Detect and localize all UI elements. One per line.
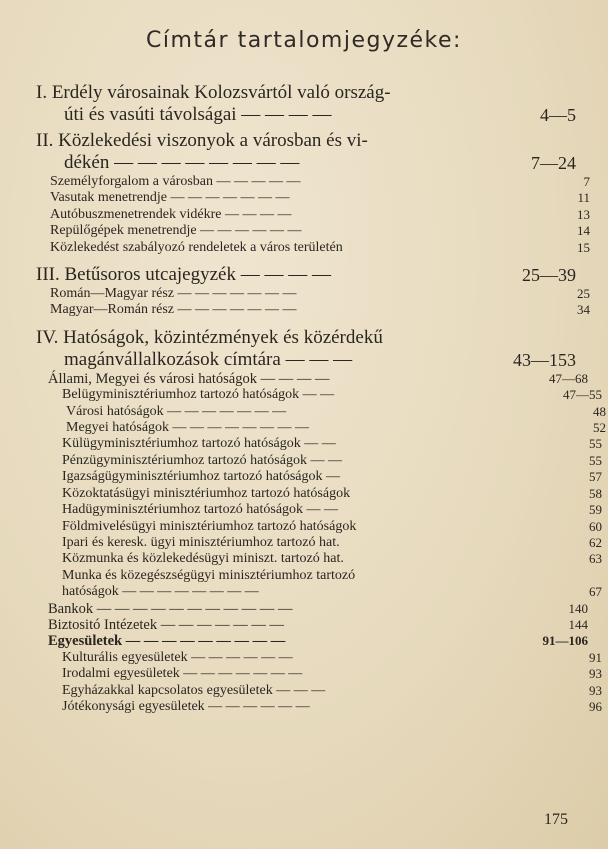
- toc-entry: [36, 601, 588, 617]
- section-2-items: [36, 174, 590, 256]
- table-of-contents: [36, 78, 606, 715]
- entry-title: Autóbuszmenetrendek vidékre — — — —: [50, 206, 292, 222]
- entry-page: 47—68: [549, 370, 588, 386]
- toc-entry: [36, 551, 602, 567]
- entry-title: Belügyminisztériumhoz tartozó hatóságok — —: [62, 387, 335, 403]
- toc-entry: [36, 519, 602, 535]
- entry-page: 91: [589, 649, 602, 665]
- entry-page: 57: [589, 469, 602, 485]
- toc-entry: [36, 650, 602, 666]
- entry-page: 93: [589, 682, 602, 698]
- entry-title: Román—Magyar rész — — — — — — —: [50, 286, 297, 302]
- toc-entry: [36, 502, 602, 518]
- entry-title: Irodalmi egyesületek — — — — — — —: [62, 666, 303, 682]
- entry-page: 11: [577, 190, 590, 206]
- entry-page: 7: [583, 174, 590, 189]
- entry-page: 55: [589, 452, 602, 468]
- page-title: Címtár tartalomjegyzéke:: [146, 28, 462, 53]
- section-title: IV. Hatóságok, közintézmények és közérdekű: [36, 326, 383, 348]
- entry-title: Megyei hatóságok — — — — — — — —: [66, 420, 310, 436]
- entry-title: Vasutak menetrendje — — — — — — —: [50, 190, 290, 206]
- toc-entry: [36, 240, 590, 256]
- toc-entry: [36, 486, 602, 502]
- entry-title: Bankok — — — — — — — — — — —: [48, 600, 293, 617]
- section-title: II. Közlekedési viszonyok a városban és vi-: [36, 130, 368, 151]
- entry-title-cont: hatóságok — — — — — — — —: [62, 584, 259, 600]
- entry-page: 63: [589, 551, 602, 567]
- toc-entry: [36, 286, 590, 302]
- entry-title: Pénzügyminisztériumhoz tartozó hatóságok — —: [62, 452, 342, 468]
- entry-page: 96: [589, 698, 602, 714]
- entry-title: Közoktatásügyi minisztériumhoz tartozó hatóságok: [62, 485, 351, 501]
- toc-entry: [36, 683, 602, 699]
- page-number: 175: [544, 811, 568, 828]
- toc-entry: [36, 617, 588, 633]
- entry-title: Külügyminisztériumhoz tartozó hatóságok — —: [62, 436, 336, 452]
- section-title: I. Erdély városainak Kolozsvártól való ország-: [36, 82, 391, 103]
- toc-entry: [36, 174, 590, 190]
- toc-entry: [36, 666, 602, 682]
- entry-title: Kulturális egyesületek — — — — — —: [62, 649, 293, 665]
- entry-title: Földmivelésügyi minisztériumhoz tartozó hatóságok: [62, 518, 357, 534]
- toc-entry: [36, 699, 602, 715]
- entry-title: Hadügyminisztériumhoz tartozó hatóságok — —: [62, 502, 339, 518]
- section-title-cont: dékén — — — — — — — —: [64, 152, 300, 173]
- entry-page: 52: [593, 420, 606, 436]
- toc-entry: [36, 420, 606, 436]
- entry-page: 48: [593, 403, 606, 419]
- entry-title: Magyar—Román rész — — — — — — —: [50, 302, 297, 318]
- entry-title: Munka és közegészségügyi minisztériumhoz tartozó: [62, 567, 356, 583]
- toc-section-4: [36, 327, 576, 371]
- toc-entry: [36, 436, 602, 452]
- entry-page: 91—106: [542, 633, 588, 649]
- entry-page: 14: [577, 223, 590, 239]
- toc-entry: [36, 633, 588, 649]
- entry-title: Repülőgépek menetrendje — — — — — —: [50, 223, 302, 239]
- section-title-cont: magánvállalkozások címtára — — —: [64, 348, 353, 370]
- toc-entry: [36, 568, 602, 601]
- toc-entry: [36, 535, 602, 551]
- toc-entry: [36, 302, 590, 318]
- section-page: 4—5: [540, 105, 576, 125]
- toc-entry: [36, 223, 590, 239]
- entry-page: 58: [589, 485, 602, 501]
- section-title: III. Betűsoros utcajegyzék — — — —: [36, 264, 331, 286]
- entry-page: 47—55: [563, 387, 602, 403]
- entry-page: 144: [568, 616, 588, 632]
- toc-entry: [36, 371, 588, 387]
- entry-page: 62: [589, 534, 602, 550]
- entry-page: 55: [589, 436, 602, 452]
- section-page: 25—39: [522, 265, 576, 286]
- toc-section-2: [36, 130, 576, 174]
- entry-page: 67: [589, 584, 602, 600]
- entry-title: Közmunka és közlekedésügyi miniszt. tartozó hat.: [62, 551, 344, 567]
- toc-entry: [36, 387, 602, 403]
- entry-page: 140: [568, 600, 588, 616]
- entry-page: 34: [577, 302, 590, 318]
- entry-title: Városi hatóságok — — — — — — —: [66, 403, 287, 419]
- entry-page: 25: [577, 286, 590, 302]
- section-page: 43—153: [513, 349, 576, 370]
- entry-title: Állami, Megyei és városi hatóságok — — — —: [48, 370, 330, 387]
- toc-section-3: [36, 264, 576, 286]
- toc-entry: [36, 207, 590, 223]
- toc-entry: [36, 404, 606, 420]
- toc-entry: [36, 190, 590, 206]
- entry-title: Személyforgalom a városban — — — — —: [50, 174, 301, 189]
- entry-title: Közlekedést szabályozó rendeletek a város területén: [50, 239, 343, 255]
- toc-entry: [36, 469, 602, 485]
- entry-page: 60: [589, 518, 602, 534]
- entry-title: Egyesületek — — — — — — — — —: [48, 633, 286, 650]
- entry-page: 15: [577, 239, 590, 255]
- entry-title: Egyházakkal kapcsolatos egyesületek — — —: [62, 682, 326, 698]
- entry-page: 93: [589, 666, 602, 682]
- entry-title: Biztositó Intézetek — — — — — — —: [48, 616, 284, 633]
- section-3-items: [36, 286, 590, 319]
- entry-title: Jótékonysági egyesületek — — — — — —: [62, 698, 310, 714]
- toc-entry: [36, 453, 602, 469]
- section-title-cont: úti és vasúti távolságai — — — —: [64, 104, 332, 125]
- entry-title: Igazságügyminisztériumhoz tartozó hatóságok —: [62, 469, 340, 485]
- toc-section-1: [36, 82, 576, 126]
- section-page: 7—24: [531, 153, 576, 173]
- entry-page: 59: [589, 502, 602, 518]
- entry-page: 13: [577, 206, 590, 222]
- entry-title: Ipari és keresk. ügyi minisztériumhoz tartozó hat.: [62, 534, 340, 550]
- section-4-items: [36, 370, 606, 716]
